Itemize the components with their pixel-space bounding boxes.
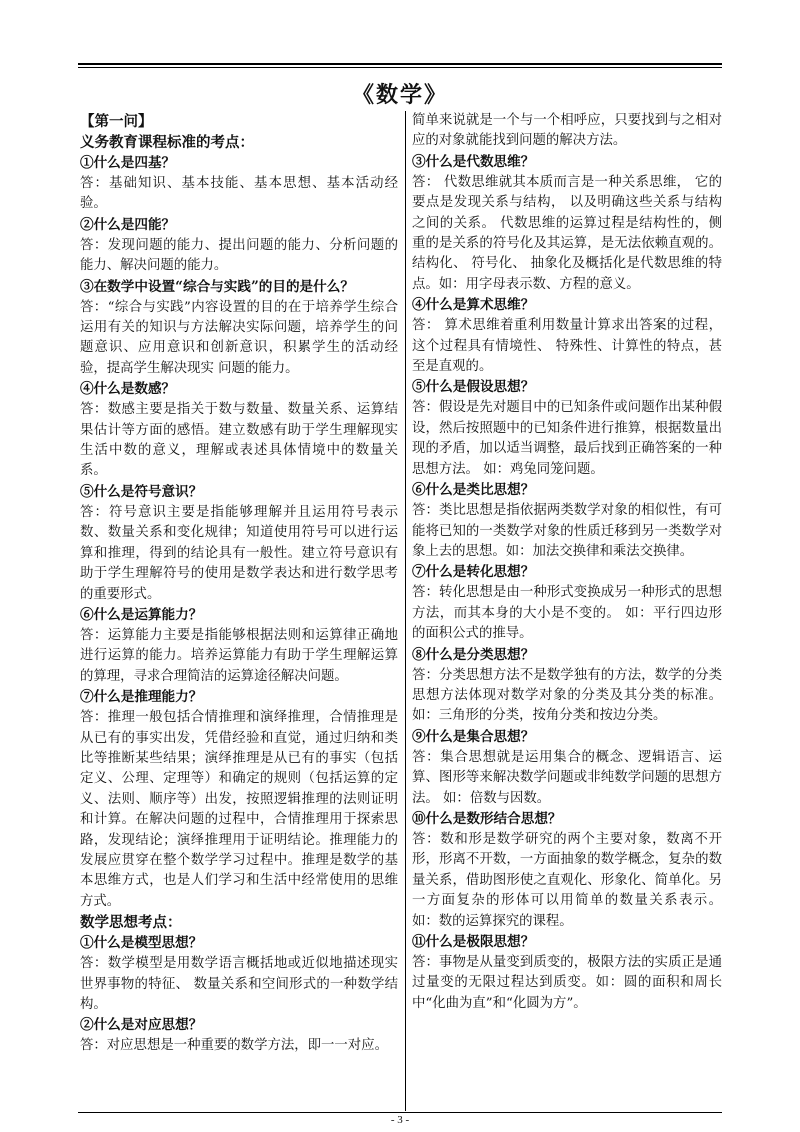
question: ①什么是四基？	[80, 155, 176, 171]
answer: 答：数学模型是用数学语言概括地或近似地描述现实世界事物的特征、 数量关系和空间形式的一种数学结构。	[80, 956, 398, 1012]
question: ⑤什么是符号意识？	[80, 483, 203, 500]
page-number: - 3 -	[390, 1114, 410, 1126]
question: ⑦什么是推理能力？	[80, 689, 203, 706]
left-column	[80, 111, 398, 1057]
question: ⑧什么是分类思想？	[412, 646, 535, 663]
answer: 答： 代数思维就其本质而言是一种关系思维， 它的要点是发现关系与结构， 以及明确这些关系与结构之间的关系。 代数思维的运算过程是结构性的，侧重的是关系的符号化及其运算，是无法依赖直观的。 结构化、 符号化、 抽象化及概括化是代数思维的特点。如：用字母表示数、方程的意义。	[412, 174, 722, 292]
question: ④什么是算术思维？	[412, 297, 535, 314]
header-rule-thin	[78, 67, 722, 68]
question: ⑥什么是类比思想？	[412, 482, 535, 499]
question: ①什么是模型思想？	[80, 935, 203, 952]
answer: 答：集合思想就是运用集合的概念、逻辑语言、运算、图形等来解决数学问题或非纯数学问题的思想方法。 如：倍数与因数。	[412, 749, 722, 806]
section-subheading: 义务教育课程标准的考点：	[80, 134, 254, 151]
answer: 答：符号意识主要是指能够理解并且运用符号表示数、数量关系和变化规律；知道使用符号可以进行运算和推理，得到的结论具有一般性。建立符号意识有助于学生理解符号的使用是数学表达和进行数学思考的重要形式。	[80, 504, 398, 602]
answer: 答：转化思想是由一种形式变换成另一种形式的思想方法，而其本身的大小是不变的。 如：平行四边形的面积公式的推导。	[412, 585, 722, 642]
question: ②什么是四能？	[80, 216, 176, 233]
answer: 答：数和形是数学研究的两个主要对象，数离不开形，形离不开数，一方面抽象的数学概念，复杂的数量关系，借助图形使之直观化、形象化、简单化。另一方面复杂的形体可以用简单的数量关系表示。 如：数的运算探究的课程。	[412, 831, 722, 929]
footer-rule	[78, 1112, 722, 1113]
answer: 答：运算能力主要是指能够根据法则和运算律正确地进行运算的能力。培养运算能力有助于学生理解运算的算理，寻求合理简洁的运算途径解决问题。	[80, 627, 398, 684]
answer: 答：分类思想方法不是数学独有的方法，数学的分类思想方法体现对数学对象的分类及其分类的标准。 如：三角形的分类，按角分类和按边分类。	[412, 667, 722, 724]
section-heading: 【第一问】	[80, 113, 153, 130]
answer: 答：推理一般包括合情推理和演绎推理，合情推理是从已有的事实出发，凭借经验和直觉，通过归纳和类比等推断某些结果；演绎推理是从已有的事实（包括定义、公理、定理等）和确定的规则（包括运算的定义、法则、顺序等）出发，按照逻辑推理的法则证明和计算。在解决问题的过程中，合情推理用于探索思路，发现结论；演绎推理用于证明结论。推理能力的发展应贯穿在整个数学学习过程中。推理是数学的基本思维方式，也是人们学习和生活中经常使用的思维方式。	[80, 710, 398, 909]
right-column	[412, 111, 722, 1014]
question: ⑩什么是数形结合思想？	[412, 810, 562, 827]
question: ⑤什么是假设思想？	[412, 379, 535, 396]
answer: 简单来说就是一个与一个相呼应，只要找到与之相对应的对象就能找到问题的解决方法。	[412, 113, 722, 149]
question: ④什么是数感？	[80, 381, 176, 398]
answer: 答： 算术思维着重利用数量计算求出答案的过程，这个过程具有情境性、 特殊性、计算性的特点，甚至是直观的。	[412, 318, 722, 375]
answer: 答：基础知识、基本技能、基本思想、基本活动经验。	[80, 176, 398, 212]
answer: 答：事物是从量变到质变的，极限方法的实质正是通过量变的无限过程达到质变。如：圆的面积和周长中“化曲为直”和“化圆为方”。	[412, 955, 722, 1011]
column-divider	[405, 111, 406, 1111]
answer: 答：类比思想是指依据两类数学对象的相似性，有可能将已知的一类数学对象的性质迁移到另一类数学对象上去的思想。如：加法交换律和乘法交换律。	[412, 503, 722, 559]
answer: 答：“综合与实践”内容设置的目的在于培养学生综合运用有关的知识与方法解决实际问题，培养学生的问题意识、应用意识和创新意识，积累学生的活动经验，提高学生解决现实 问题的能力。	[80, 299, 398, 376]
question: ③在数学中设置“综合与实践”的目的是什么？	[80, 278, 354, 295]
question: ③什么是代数思维？	[412, 153, 535, 170]
question: ②什么是对应思想？	[80, 1017, 203, 1034]
question: ⑦什么是转化思想？	[412, 564, 535, 581]
answer: 答：数感主要是指关于数与数量、数量关系、运算结果估计等方面的感悟。建立数感有助于学生理解现实生活中数的意义，理解或表述具体情境中的数量关系。	[80, 402, 398, 479]
answer: 答：假设是先对题目中的已知条件或问题作出某种假设，然后按照题中的已知条件进行推算，根据数量出现的矛盾，加以适当调整，最后找到正确答案的一种思想方法。 如：鸡兔同笼问题。	[412, 400, 722, 477]
section-heading: 数学思想考点：	[80, 914, 182, 932]
header-rule	[78, 63, 722, 65]
answer: 答：发现问题的能力、提出问题的能力、分析问题的能力、解决问题的能力。	[80, 237, 398, 274]
page-title: 《数学》	[351, 82, 448, 108]
question: ⑥什么是运算能力？	[80, 606, 203, 623]
question: ⑪什么是极限思想？	[412, 934, 535, 950]
question: ⑨什么是集合思想？	[412, 728, 535, 745]
answer: 答：对应思想是一种重要的数学方法，即一一对应。	[80, 1038, 388, 1054]
